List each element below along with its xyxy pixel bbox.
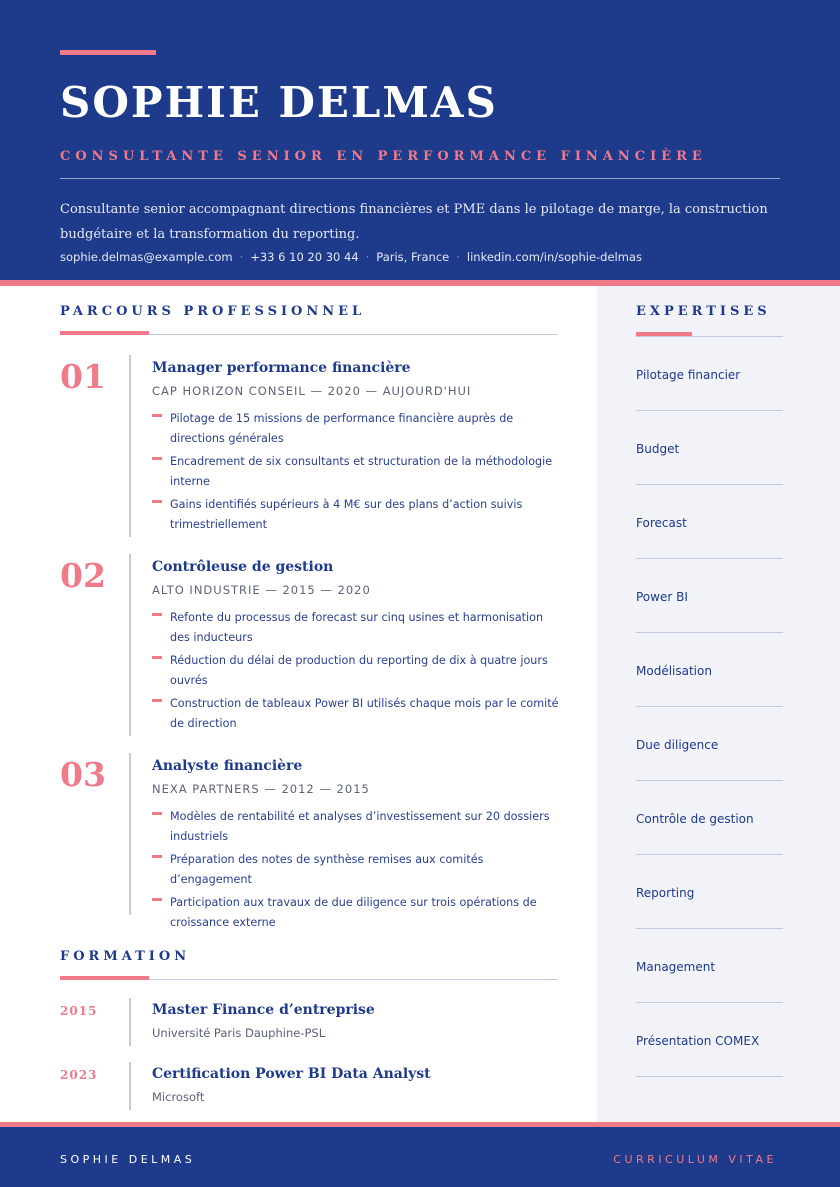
footer-name: SOPHIE DELMAS bbox=[60, 1153, 196, 1166]
skill-item: Forecast bbox=[636, 485, 783, 559]
skill-item: Due diligence bbox=[636, 707, 783, 781]
profile-summary: Consultante senior accompagnant directions financières et PME dans le pilotage de marge, la construction budgétaire et la transformation du reporting. bbox=[60, 202, 768, 242]
job-bullet: Préparation des notes de synthèse remises aux comités d’engagement bbox=[152, 850, 562, 890]
education-title: FORMATION bbox=[60, 949, 191, 964]
job-title: Contrôleuse de gestion bbox=[152, 559, 334, 575]
education-year: 2015 bbox=[60, 1004, 98, 1018]
contact-separator: · bbox=[456, 250, 460, 264]
experience-rule-accent bbox=[60, 331, 149, 335]
skill-item: Contrôle de gestion bbox=[636, 781, 783, 855]
job-bullet: Gains identifiés supérieurs à 4 M€ sur des plans d’action suivis trimestriellement bbox=[152, 495, 562, 535]
job-title: Analyste financière bbox=[152, 758, 303, 774]
header-divider bbox=[60, 178, 780, 179]
expertise-sidebar bbox=[597, 286, 840, 1122]
job-number: 01 bbox=[60, 357, 106, 396]
job-bullet: Participation aux travaux de due diligence sur trois opérations de croissance externe bbox=[152, 893, 562, 933]
education-school: Université Paris Dauphine-PSL bbox=[152, 1026, 326, 1040]
education-degree: Master Finance d’entreprise bbox=[152, 1002, 375, 1018]
job-bullet: Encadrement de six consultants et structuration de la méthodologie interne bbox=[152, 452, 562, 492]
skill-item: Management bbox=[636, 929, 783, 1003]
job-body bbox=[152, 559, 562, 737]
job-body bbox=[152, 758, 562, 936]
job-bullet: Pilotage de 15 missions de performance financière auprès de directions générales bbox=[152, 409, 562, 449]
education-timeline bbox=[129, 998, 131, 1046]
expertise-title: EXPERTISES bbox=[636, 304, 771, 319]
skill-item: Présentation COMEX bbox=[636, 1003, 783, 1077]
footer-doc-type: CURRICULUM VITAE bbox=[613, 1153, 777, 1166]
skill-item: Power BI bbox=[636, 559, 783, 633]
contact-email[interactable]: sophie.delmas@example.com bbox=[60, 250, 233, 264]
education-school: Microsoft bbox=[152, 1090, 205, 1104]
job-bullet: Modèles de rentabilité et analyses d’investissement sur 20 dossiers industriels bbox=[152, 807, 562, 847]
contact-phone[interactable]: +33 6 10 20 30 44 bbox=[250, 250, 359, 264]
job-title: Manager performance financière bbox=[152, 360, 411, 376]
job-timeline bbox=[129, 554, 131, 736]
education-year: 2023 bbox=[60, 1068, 98, 1082]
job-meta: ALTO INDUSTRIE — 2015 — 2020 bbox=[152, 583, 371, 597]
candidate-name: SOPHIE DELMAS bbox=[60, 78, 498, 127]
job-number: 02 bbox=[60, 556, 106, 595]
header bbox=[0, 0, 840, 280]
skill-item: Budget bbox=[636, 411, 783, 485]
job-meta: NEXA PARTNERS — 2012 — 2015 bbox=[152, 782, 370, 796]
contact-line bbox=[60, 250, 642, 264]
job-bullets bbox=[152, 608, 562, 734]
contact-location: Paris, France bbox=[376, 250, 450, 264]
job-bullet: Réduction du délai de production du reporting de dix à quatre jours ouvrés bbox=[152, 651, 562, 691]
candidate-role: CONSULTANTE SENIOR EN PERFORMANCE FINANCIÈRE bbox=[60, 149, 707, 164]
job-bullet: Construction de tableaux Power BI utilisés chaque mois par le comité de direction bbox=[152, 694, 562, 734]
skill-item: Pilotage financier bbox=[636, 337, 783, 411]
contact-separator: · bbox=[365, 250, 370, 264]
education-timeline bbox=[129, 1062, 131, 1110]
expertise-rule-accent bbox=[636, 332, 692, 336]
header-accent-bar bbox=[60, 50, 156, 55]
education-rule-accent bbox=[60, 976, 149, 980]
job-body bbox=[152, 360, 562, 538]
contact-linkedin[interactable]: linkedin.com/in/sophie-delmas bbox=[466, 250, 642, 264]
skill-list bbox=[636, 337, 783, 1077]
experience-title: PARCOURS PROFESSIONNEL bbox=[60, 304, 366, 319]
job-timeline bbox=[129, 355, 131, 537]
job-bullets bbox=[152, 807, 562, 933]
job-meta: CAP HORIZON CONSEIL — 2020 — AUJOURD'HUI bbox=[152, 384, 472, 398]
skill-item: Modélisation bbox=[636, 633, 783, 707]
job-bullets bbox=[152, 409, 562, 535]
education-degree: Certification Power BI Data Analyst bbox=[152, 1066, 431, 1082]
job-number: 03 bbox=[60, 755, 106, 794]
footer bbox=[0, 1127, 840, 1187]
skill-item: Reporting bbox=[636, 855, 783, 929]
contact-separator: · bbox=[239, 250, 244, 264]
job-bullet: Refonte du processus de forecast sur cinq usines et harmonisation des inducteurs bbox=[152, 608, 562, 648]
job-timeline bbox=[129, 753, 131, 915]
